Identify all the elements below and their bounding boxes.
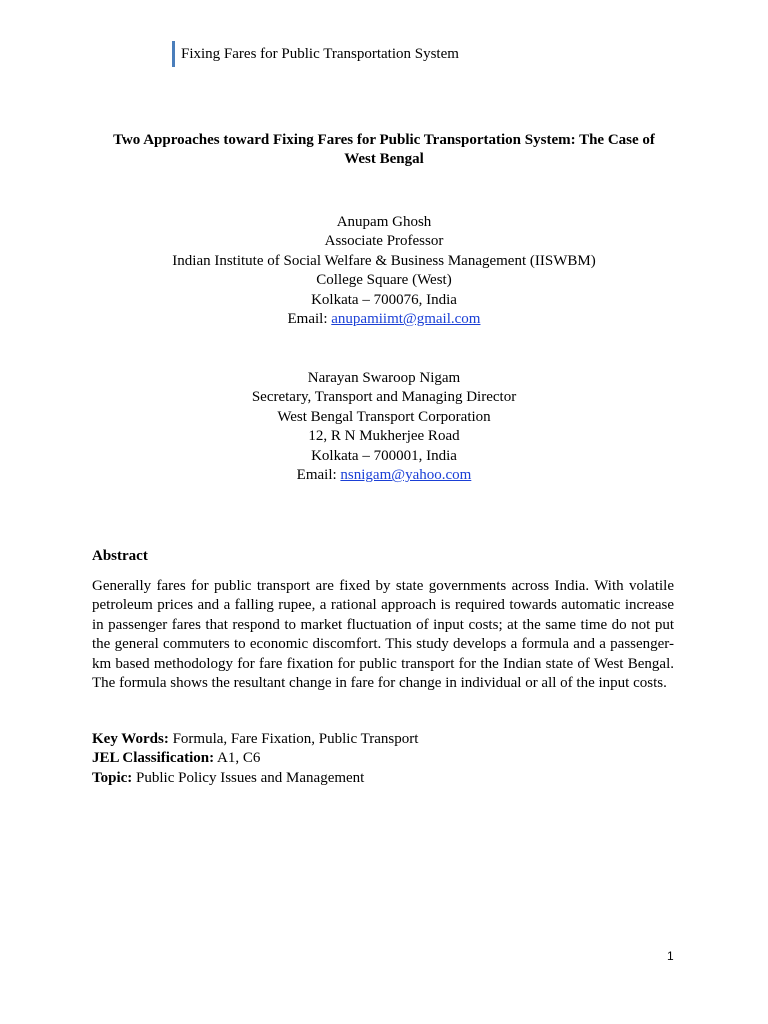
author-institution: West Bengal Transport Corporation — [277, 408, 491, 425]
author-email-line — [60, 466, 708, 485]
jel-value: A1, C6 — [214, 750, 261, 767]
paper-title — [90, 131, 678, 169]
author-address-line-1: College Square (West) — [316, 272, 452, 289]
author-email-link[interactable]: anupamiimt@gmail.com — [331, 311, 481, 328]
page-number: 1 — [667, 949, 674, 963]
keywords-line — [92, 730, 418, 749]
author-position: Associate Professor — [324, 233, 444, 250]
author-institution: Indian Institute of Social Welfare & Business Management (IISWBM) — [172, 252, 596, 269]
author-name: Anupam Ghosh — [336, 214, 432, 230]
paper-metadata — [92, 730, 418, 788]
author-name: Narayan Swaroop Nigam — [307, 370, 461, 386]
topic-value: Public Policy Issues and Management — [132, 769, 365, 786]
author-email-line — [60, 310, 708, 329]
keywords-label: Key Words: — [92, 731, 169, 747]
author-address-line-2: Kolkata – 700001, India — [311, 447, 457, 464]
topic-label: Topic: — [92, 769, 133, 786]
paper-title-line-1: Two Approaches toward Fixing Fares for Public Transportation System: The Case of — [113, 132, 655, 148]
running-header — [172, 41, 459, 67]
author-block-2 — [60, 369, 708, 485]
abstract-body: Generally fares for public transport are fixed by state governments across India. With volatile petroleum prices and a falling rupee, a rational approach is required towards automatic increase in passenger fares that respond to market fluctuation of input costs; at the same time do not put the general commuters to economic discomfort. This study develops a formula and a passenger-km based methodology for fare fixation for public transport for the Indian state of West Bengal. The formula shows the resultant change in fare for change in individual or all of the input costs. — [92, 578, 674, 692]
author-email-label: Email: — [287, 311, 332, 328]
jel-label: JEL Classification: — [92, 750, 215, 767]
abstract-heading: Abstract — [92, 548, 148, 564]
keywords-value: Formula, Fare Fixation, Public Transport — [168, 731, 419, 747]
author-address-line-2: Kolkata – 700076, India — [311, 291, 457, 308]
topic-line — [92, 769, 418, 788]
author-email-label: Email: — [296, 467, 341, 484]
author-block-1 — [60, 213, 708, 329]
jel-line — [92, 749, 418, 768]
running-header-title: Fixing Fares for Public Transportation System — [181, 46, 459, 62]
author-email-link[interactable]: nsnigam@yahoo.com — [340, 467, 472, 484]
author-address-line-1: 12, R N Mukherjee Road — [308, 428, 460, 445]
author-position: Secretary, Transport and Managing Director — [251, 389, 517, 406]
paper-title-line-2: West Bengal — [344, 151, 424, 167]
